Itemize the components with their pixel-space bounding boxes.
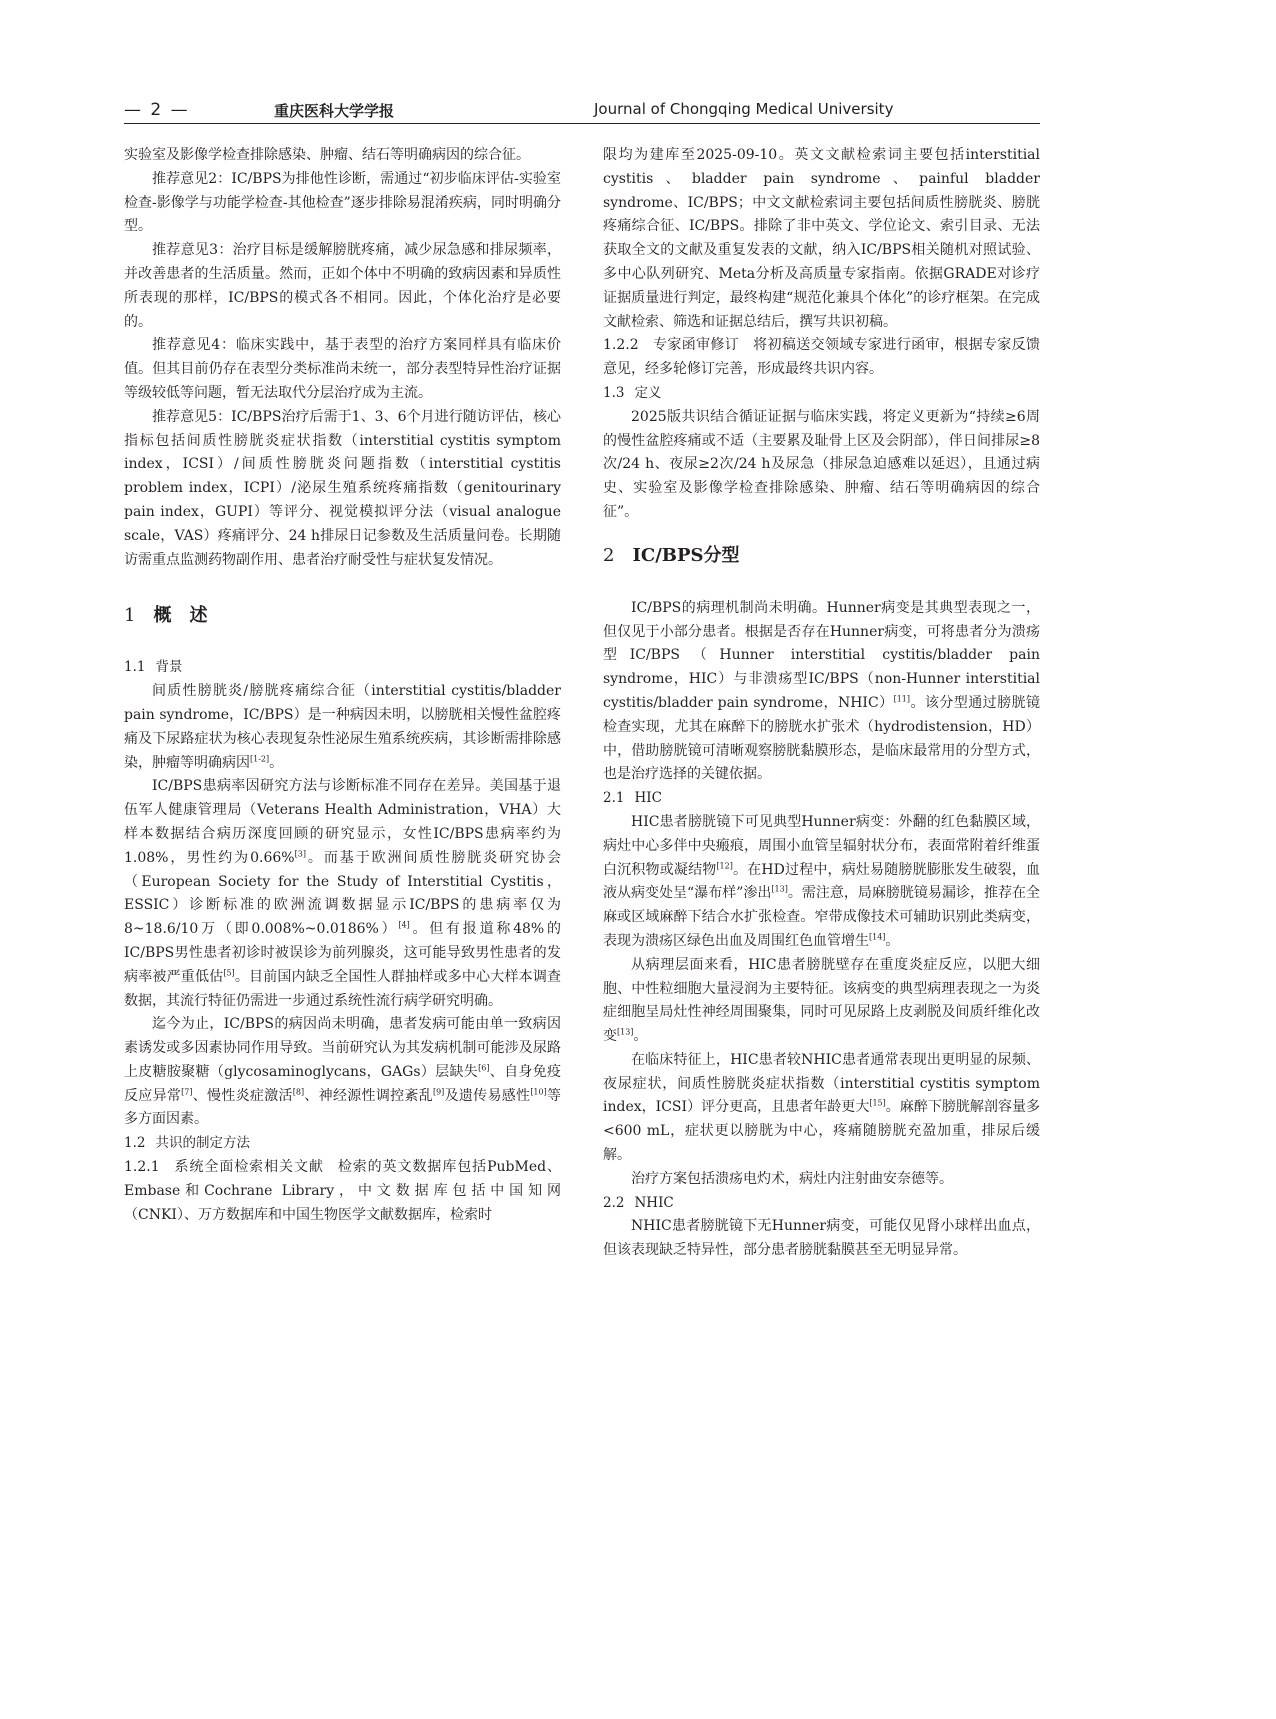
citation: [11] [893,694,910,704]
hic-paragraph-2 [603,954,1040,1049]
text-run: 等多方面因素。 [124,1087,562,1128]
subsection-heading-1-1 [124,656,561,680]
text-run: 将初稿送交领域专家进行函审，根据专家反馈意见，经多轮修订完善，形成最终共识内容。 [603,337,1041,378]
section-heading-2 [603,544,1040,568]
recommendation-2: 推荐意见2：IC/BPS为排他性诊断，需通过“初步临床评估-实验室检查-影像学与功能学检查-其他检查”逐步排除易混淆疾病，同时明确分型。 [124,170,561,235]
subsection-heading-1-2 [124,1132,561,1156]
subsection-title: 背景 [155,659,183,676]
subsection-number: 2.1 [603,790,625,807]
citation: [7] [181,1087,193,1097]
citation: [9] [432,1087,445,1097]
citation: [13] [771,884,788,894]
background-paragraph-2 [124,775,561,1013]
recommendation-4: 推荐意见4：临床实践中，基于表型的治疗方案同样具有临床价值。但其目前仍存在表型分类标准尚未统一，部分表型特异性治疗证据等级较低等问题，暂无法取代分层治疗成为主流。 [124,337,561,401]
text-run: 。但有报道称48%的IC/BPS男性患者初诊时被误诊为前列腺炎，这可能导致男性患者的发病率被严重低估 [124,921,561,985]
text-run: 。需注意，局麻膀胱镜易漏诊，推荐在全麻或区域麻醉下结合水扩张检查。窄带成像技术可辅助识别此类病变，表现为溃疡区绿色出血及周围红色血管增生 [603,885,1040,949]
text-run: 、自身免疫反应异常 [124,1063,562,1104]
citation: [3] [294,849,306,859]
page-number: — 2 — [124,100,190,120]
text-run: 、慢性炎症激活 [192,1087,293,1104]
subsection-heading-2-1 [603,787,1040,811]
subsection-heading-1-3 [603,382,1040,406]
subsubsection-title: 专家函审修订 [652,337,740,354]
subsection-title: 定义 [634,384,662,401]
subsection-title: NHIC [634,1194,674,1211]
subsection-number: 1.3 [603,384,625,401]
recommendation-5: 推荐意见5：IC/BPS治疗后需于1、3、6个月进行随访评估，核心指标包括间质性膀胱炎症状指数（interstitial cystitis symptom index，ICSI）/间质性膀胱炎问题指数（interstitial cystitis problem index，ICPI）/泌尿生殖系统疼痛指数（genitourinary pain index，GUPI）等评分、视觉模拟评分法（visual analogue scale，VAS）疼痛评分、24 h排尿日记参数及生活质量问卷。长期随访需重点监测药物副作用、患者治疗耐受性与症状复发情况。 [124,408,561,568]
subsection-title: HIC [634,790,662,807]
text-run: IC/BPS的病理机制尚未明确。Hunner病变是其典型表现之一，但仅见于小部分患者。根据是否存在Hunner病变，可将患者分为溃疡型IC/BPS（Hunner interstitial cystitis/bladder pain syndrome，HIC）与非溃疡型IC/BPS（non-Hunner interstitial cystitis/bladder pain syndrome，NHIC） [603,599,1040,711]
text-run: 间质性膀胱炎/膀胱疼痛综合征（interstitial cystitis/bladder pain syndrome，IC/BPS）是一种病因未明，以膀胱相关慢性盆腔疼痛及下尿路症状为核心表现复杂性泌尿生殖系统疾病，其诊断需排除感染，肿瘤等明确病因 [124,683,561,771]
text-run: 、神经源性调控紊乱 [304,1087,433,1104]
subsection-number: 2.2 [603,1194,625,1211]
section-number: 2 [603,544,615,566]
right-column [603,144,1040,1263]
subsubsection-1-2-1 [124,1156,561,1227]
citation: [6] [478,1063,490,1073]
background-paragraph-3 [124,1013,561,1132]
text-run: 迄今为止，IC/BPS的病因尚未明确，患者发病可能由单一致病因素诱发或多因素协同作用导致。当前研究认为其发病机制可能涉及尿路上皮糖胺聚糖（glycosaminoglycans，GAGs）层缺失 [124,1016,561,1080]
text-run: 检索的英文数据库包括PubMed、Embase和Cochrane Library，中文数据库包括中国知网（CNKI）、万方数据库和中国生物医学文献数据库，检索时 [124,1159,562,1223]
citation: [13] [617,1027,634,1037]
text-run: 。 [633,1028,648,1045]
text-run: 。 [269,754,284,771]
citation: [1-2] [250,753,270,763]
text-run: 。目前国内缺乏全国性人群抽样或多中心大样本调查数据，其流行特征仍需进一步通过系统性流行病学研究明确。 [124,968,562,1009]
text-run: IC/BPS患病率因研究方法与诊断标准不同存在差异。美国基于退伍军人健康管理局（Veterans Health Administration，VHA）大样本数据结合病历深度回顾的研究显示，女性IC/BPS患病率约为1.08%，男性约为0.66% [124,778,561,866]
subsection-number: 1.1 [124,659,146,676]
typing-paragraph [603,597,1040,787]
section-title: IC/BPS分型 [632,544,740,566]
paragraph: 限均为建库至2025-09-10。英文文献检索词主要包括interstitial cystitis、bladder pain syndrome、painful bladder syndrome、IC/BPS；中文文献检索词主要包括间质性膀胱炎、膀胱疼痛综合征、IC/BPS。排除了非中英文、学位论文、索引目录、无法获取全文的文献及重复发表的文献，纳入IC/BPS相关随机对照试验、多中心队列研究、Meta分析及高质量专家指南。依据GRADE对诊疗证据质量进行判定，最终构建“规范化兼具个体化”的诊疗框架。在完成文献检索、筛选和证据总结后，撰写共识初稿。 [603,147,1040,330]
text-run: 。该分型通过膀胱镜检查实现，尤其在麻醉下的膀胱水扩张术（hydrodistension，HD）中，借助膀胱镜可清晰观察膀胱黏膜形态，是临床最常用的分型方式，也是治疗选择的关键依据。 [603,694,1041,783]
background-paragraph-1 [124,680,561,775]
subsection-title: 共识的制定方法 [155,1135,250,1152]
citation: [14] [869,932,886,942]
header-rule [124,123,1040,124]
citation: [15] [869,1098,886,1108]
section-title: 概 述 [153,605,208,627]
text-run: 及遗传易感性 [444,1087,531,1104]
subsubsection-title: 系统全面检索相关文献 [173,1159,324,1176]
text-run: 从病理层面来看，HIC患者膀胱壁存在重度炎症反应，以肥大细胞、中性粒细胞大量浸润为主要特征。该病变的典型病理表现之一为炎症细胞呈局灶性神经周围聚集，同时可见尿路上皮剥脱及间质纤维化改变 [603,956,1040,1045]
subsubsection-number: 1.2.1 [124,1159,160,1176]
left-column [124,144,561,1227]
citation: [12] [716,860,733,870]
hic-paragraph-4: 治疗方案包括溃疡电灼术，病灶内注射曲安奈德等。 [631,1170,953,1187]
text-run: 在临床特征上，HIC患者较NHIC患者通常表现出更明显的尿频、夜尿症状，间质性膀胱炎症状指数（interstitial cystitis symptom index，ICSI）评分更高，且患者年龄更大 [603,1051,1040,1116]
citation: [10] [530,1087,547,1097]
journal-title-en: Journal of Chongqing Medical University [594,100,894,118]
section-heading-1 [124,604,561,628]
text-run: 。 [885,932,900,949]
nhic-paragraph: NHIC患者膀胱镜下无Hunner病变，可能仅见肾小球样出血点，但该表现缺乏特异性，部分患者膀胱黏膜甚至无明显异常。 [603,1218,1040,1259]
hic-paragraph-1 [603,811,1040,954]
subsection-number: 1.2 [124,1135,146,1152]
running-header [124,100,1040,122]
citation: [4] [398,920,410,930]
recommendation-3: 推荐意见3：治疗目标是缓解膀胱疼痛，减少尿急感和排尿频率，并改善患者的生活质量。然而，正如个体中不明确的致病因素和异质性所表现的那样，IC/BPS的模式各不相同。因此，个体化治疗是必要的。 [124,242,561,330]
text-run: 。而基于欧洲间质性膀胱炎研究协会（European Society for the Study of Interstitial Cystitis，ESSIC）诊断标准的欧洲流调数据显示IC/BPS的患病率仅为8~18.6/10万（即0.008%~0.0186%） [124,849,562,938]
text-run: 。麻醉下膀胱解剖容量多<600 mL，症状更以膀胱为中心，疼痛随膀胱充盈加重，排尿后缓解。 [603,1099,1041,1164]
text-run: HIC患者膀胱镜下可见典型Hunner病变：外翻的红色黏膜区域，病灶中心多伴中央瘢痕，周围小血管呈辐射状分布，表面常附着纤维蛋白沉积物或凝结物 [603,813,1040,878]
hic-paragraph-3 [603,1049,1040,1168]
subsubsection-number: 1.2.2 [603,337,639,354]
paragraph: 实验室及影像学检查排除感染、肿瘤、结石等明确病因的综合征。 [124,147,530,163]
subsubsection-1-2-2 [603,334,1040,382]
definition-paragraph: 2025版共识结合循证证据与临床实践，将定义更新为“持续≥6周的慢性盆腔疼痛或不适（主要累及耻骨上区及会阴部），伴日间排尿≥8次/24 h、夜尿≥2次/24 h及尿急（排尿急迫感难以延迟），且通过病史、实验室及影像学检查排除感染、肿瘤、结石等明确病因的综合征”。 [603,408,1040,520]
subsection-heading-2-2 [603,1192,1040,1216]
citation: [5] [223,968,235,978]
section-number: 1 [124,605,136,627]
text-run: 。在HD过程中，病灶易随膀胱膨胀发生破裂，血液从病变处呈“瀑布样”渗出 [603,861,1040,902]
citation: [8] [292,1087,305,1097]
journal-title-cn: 重庆医科大学学报 [274,102,395,120]
